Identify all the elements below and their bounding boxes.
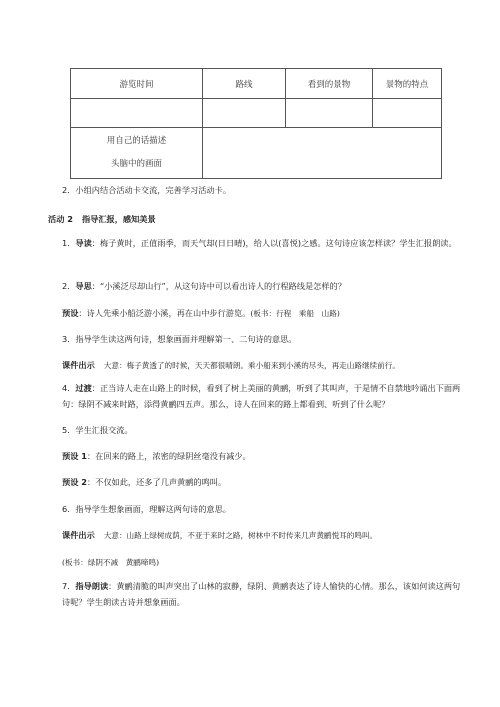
header-cell-time: 游览时间 [71,69,203,99]
preset-text: ：在回来的路上，浓密的绿阴丝毫没有减少。 [86,451,251,461]
paragraph-number: 4． [62,383,76,393]
preset-5-1 [62,450,482,462]
describe-label-line1: 用自己的话描述 [106,136,167,146]
preset-5-2 [62,476,482,488]
table-row [71,99,442,128]
paragraph-keyword: 指导朗读 [75,581,109,591]
preset-text: ：不仅如此，还多了几声黄鹂的鸣叫。 [86,477,227,487]
activity-label: 活动 2 [48,214,73,224]
preset-keyword: 预设 2 [62,477,87,487]
table-header-row [71,69,442,99]
paragraph-2 [62,280,482,292]
paragraph-text: ：梅子黄时，正值雨季，而天气却(日日晴)，给人以(喜悦)之感。这句诗应该怎样读？学生汇报朗读。 [91,238,457,248]
describe-label-cell [71,128,203,179]
courseware-text: 大意：梅子黄透了的时候，天天都很晴朗。乘小船来到小溪的尽头，再走山路继续前行。 [103,361,400,370]
paragraph-7 [62,578,466,610]
courseware-keyword: 课件出示 [62,360,95,370]
courseware-show-2 [62,529,482,542]
table-cell [71,99,203,128]
paragraph-6: 6．指导学生想象画面，理解这两句诗的意思。 [62,504,231,514]
paragraph-text: ：正当诗人走在山路上的时候，看到了树上美丽的黄鹂，听到了其叫声，于是情不自禁地吟诵出下面两句：绿阴不减来时路，添得黄鹂四五声。那么，诗人在回来的路上都看到、听到了什么呢？ [62,383,461,409]
paragraph-text: ：黄鹂清脆的叫声突出了山林的寂静，绿阴、黄鹂表达了诗人愉快的心情。那么，该如何读这两句诗呢？学生朗读古诗并想象画面。 [62,581,461,607]
describe-label-line2: 头脑中的画面 [110,159,162,169]
paragraph-3: 3．指导学生读这两句诗，想象画面并理解第一、二句诗的意思。 [62,334,297,344]
describe-answer-cell [203,128,442,179]
courseware-show-1 [62,359,482,372]
preset-2 [62,307,482,320]
activity-2-heading [48,213,468,225]
activity-card-table [70,68,442,179]
paragraph-number: 7． [62,581,76,591]
preset-text: ：诗人先乘小船泛游小溪，再在山中步行游览。 [78,308,251,318]
paragraph-keyword: 导思 [75,281,92,291]
preset-keyword: 预设 [62,308,79,318]
paragraph-number: 1． [62,238,76,248]
header-cell-scenery: 看到的景物 [286,69,373,99]
paragraph-5: 5．学生汇报交流。 [62,425,133,435]
table-cell [286,99,373,128]
paragraph-1 [62,235,466,251]
table-row [71,128,442,179]
paragraph-4 [62,380,466,412]
header-cell-feature: 景物的特点 [373,69,442,99]
activity-title: 指导汇报，感知美景 [81,214,156,224]
table-cell [373,99,442,128]
courseware-keyword: 课件出示 [62,530,95,540]
paragraph-number: 2． [62,281,76,291]
board-note-2: (板书：绿阴不减 黄鹂啼鸣) [62,558,160,567]
courseware-text: 大意：山路上绿树成荫，不亚于来时之路，树林中不时传来几声黄鹂悦耳的鸣叫。 [103,531,378,540]
paragraph-keyword: 导读 [75,238,92,248]
step-2-text: 2．小组内结合活动卡交流，完善学习活动卡。 [62,185,231,195]
preset-keyword: 预设 1 [62,451,87,461]
header-cell-route: 路线 [203,69,286,99]
board-note: (板书：行程 乘船 山路) [250,309,340,318]
paragraph-text: ：“小溪泛尽却山行”，从这句诗中可以看出诗人的行程路线是怎样的？ [91,281,346,291]
paragraph-keyword: 过渡 [75,383,92,393]
table-cell [203,99,286,128]
